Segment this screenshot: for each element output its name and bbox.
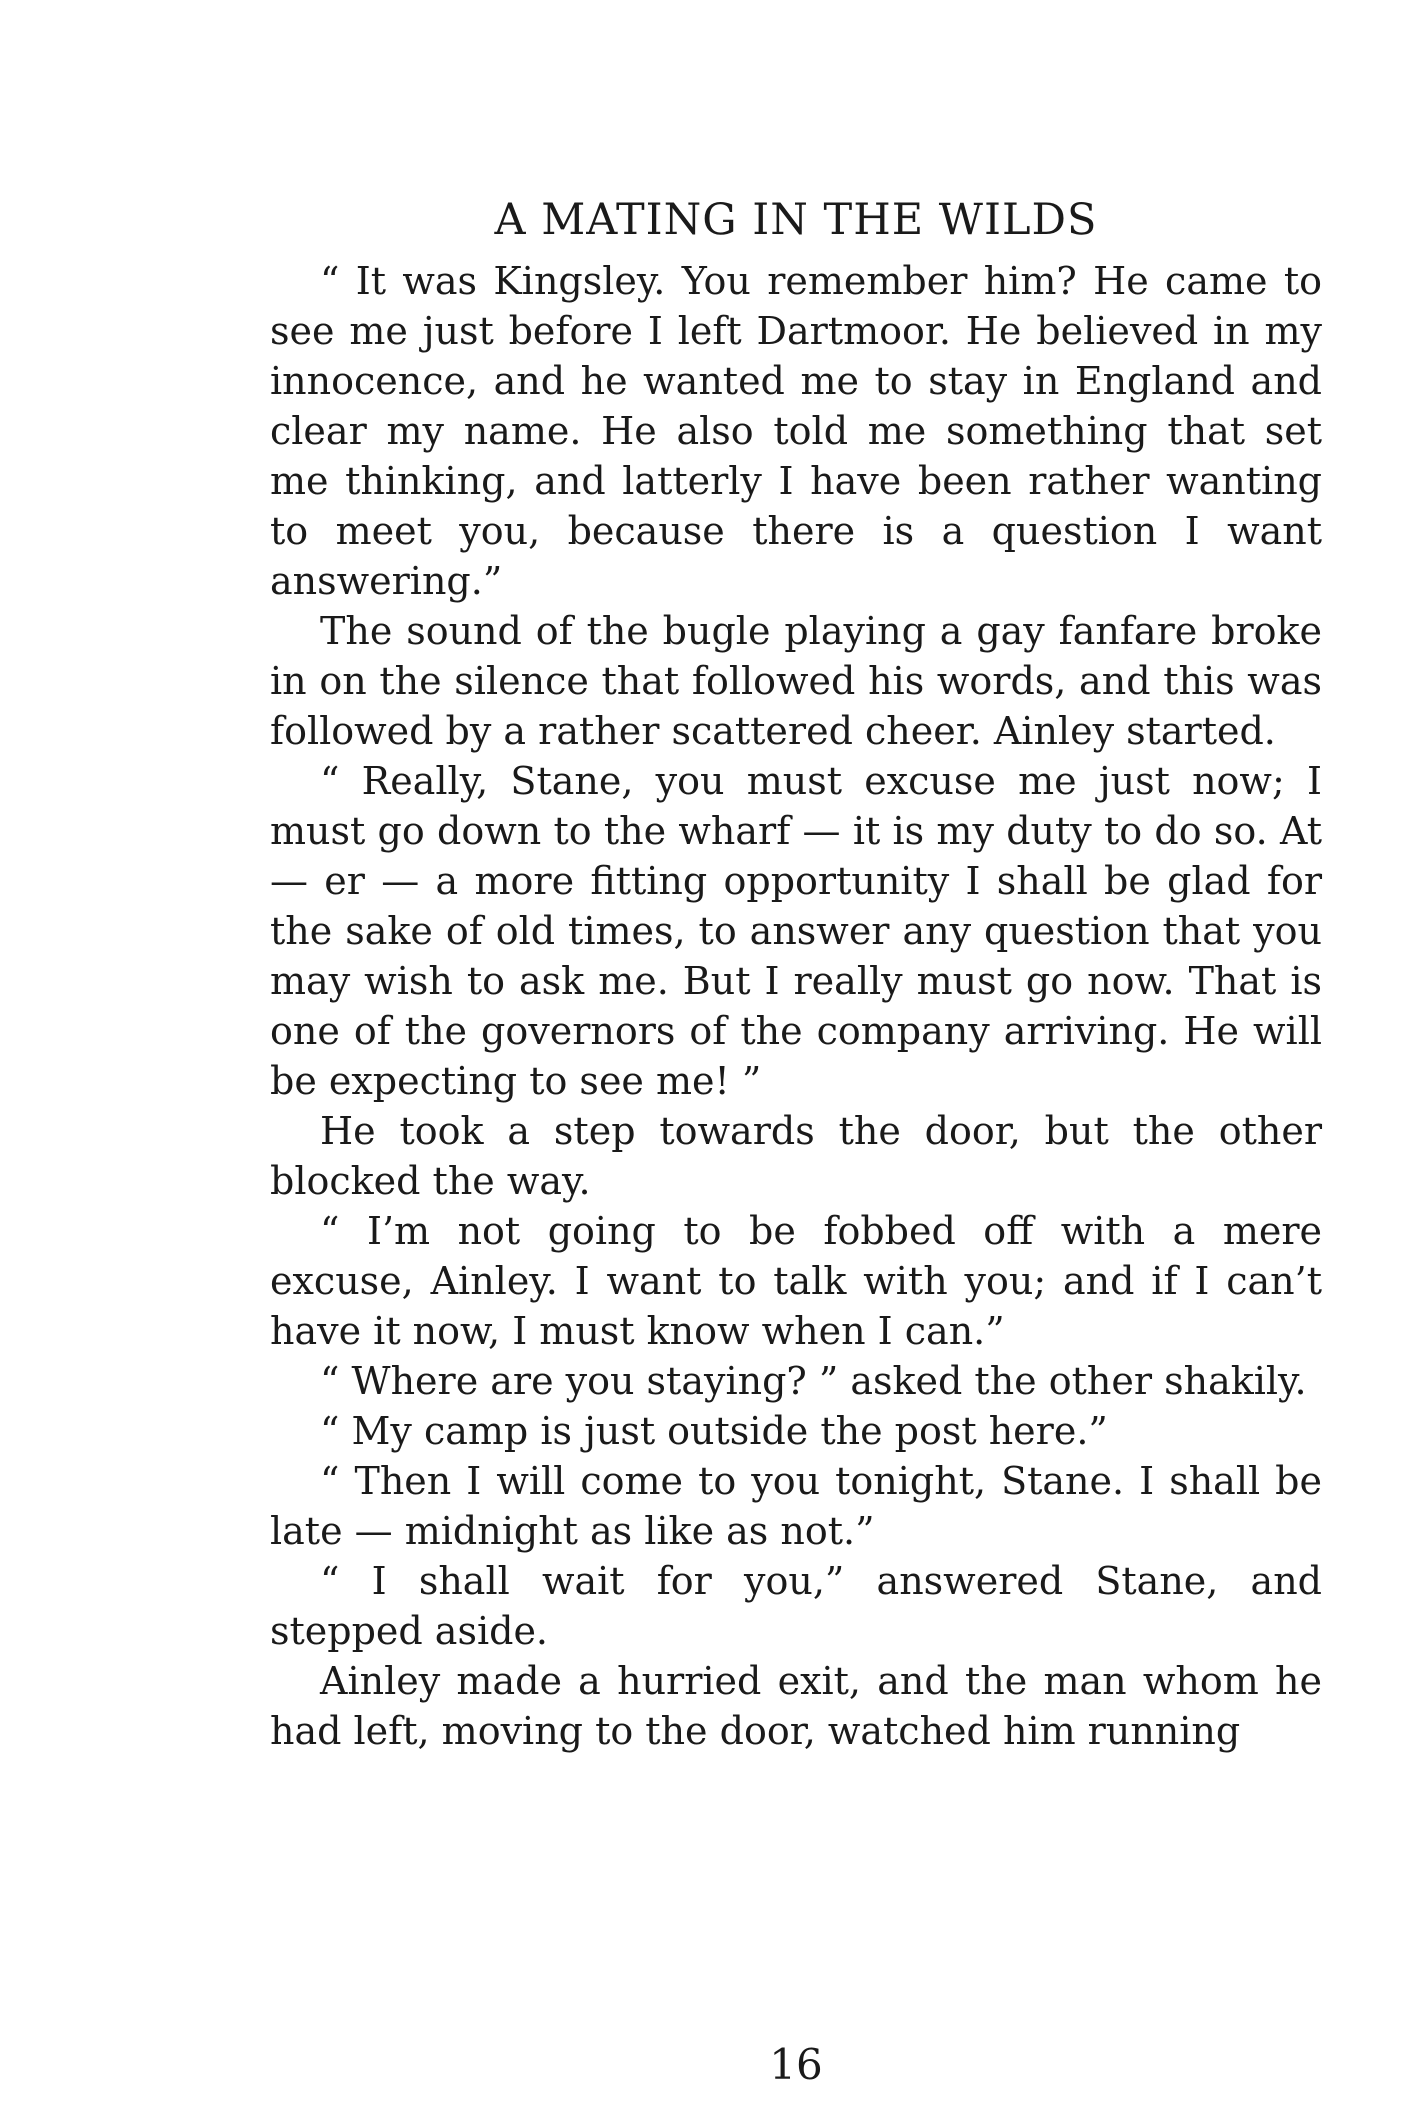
paragraph: “ I’m not going to be fobbed off with a mere excuse, Ainley. I want to talk with you; and if I can’t have it now, I must know when I can.” xyxy=(270,1209,1322,1353)
paragraph: “ Really, Stane, you must excuse me just now; I must go down to the wharf — it is my duty to do so. At — er — a more fitting opportunity I shall be glad for the sake of old times, to answer any question that you may wish to ask me. But I really must go now. That is one of the governors of the company arriving. He will be expecting to see me! ” xyxy=(270,759,1322,1103)
paragraph: Ainley made a hurried exit, and the man whom he had left, moving to the door, watched him running xyxy=(270,1659,1322,1753)
book-page xyxy=(270,190,1322,2089)
paragraph: “ It was Kingsley. You remember him? He came to see me just before I left Dartmoor. He believed in my innocence, and he wanted me to stay in England and clear my name. He also told me something that set me thinking, and latterly I have been rather wanting to meet you, because there is a question I want answering.” xyxy=(270,259,1322,603)
paragraph: “ Then I will come to you tonight, Stane. I shall be late — midnight as like as not.” xyxy=(270,1459,1322,1553)
paragraph: “ My camp is just outside the post here.” xyxy=(320,1409,1108,1453)
page-number: 16 xyxy=(769,2040,823,2089)
paragraph: “ I shall wait for you,” answered Stane, and stepped aside. xyxy=(270,1559,1322,1653)
paragraph: He took a step towards the door, but the other blocked the way. xyxy=(270,1109,1322,1203)
paragraph: The sound of the bugle playing a gay fanfare broke in on the silence that followed his words, and this was followed by a rather scattered cheer. Ainley started. xyxy=(270,609,1322,753)
running-head: A MATING IN THE WILDS xyxy=(494,195,1098,245)
body-text xyxy=(270,256,1322,1756)
paragraph: “ Where are you staying? ” asked the other shakily. xyxy=(320,1359,1307,1403)
